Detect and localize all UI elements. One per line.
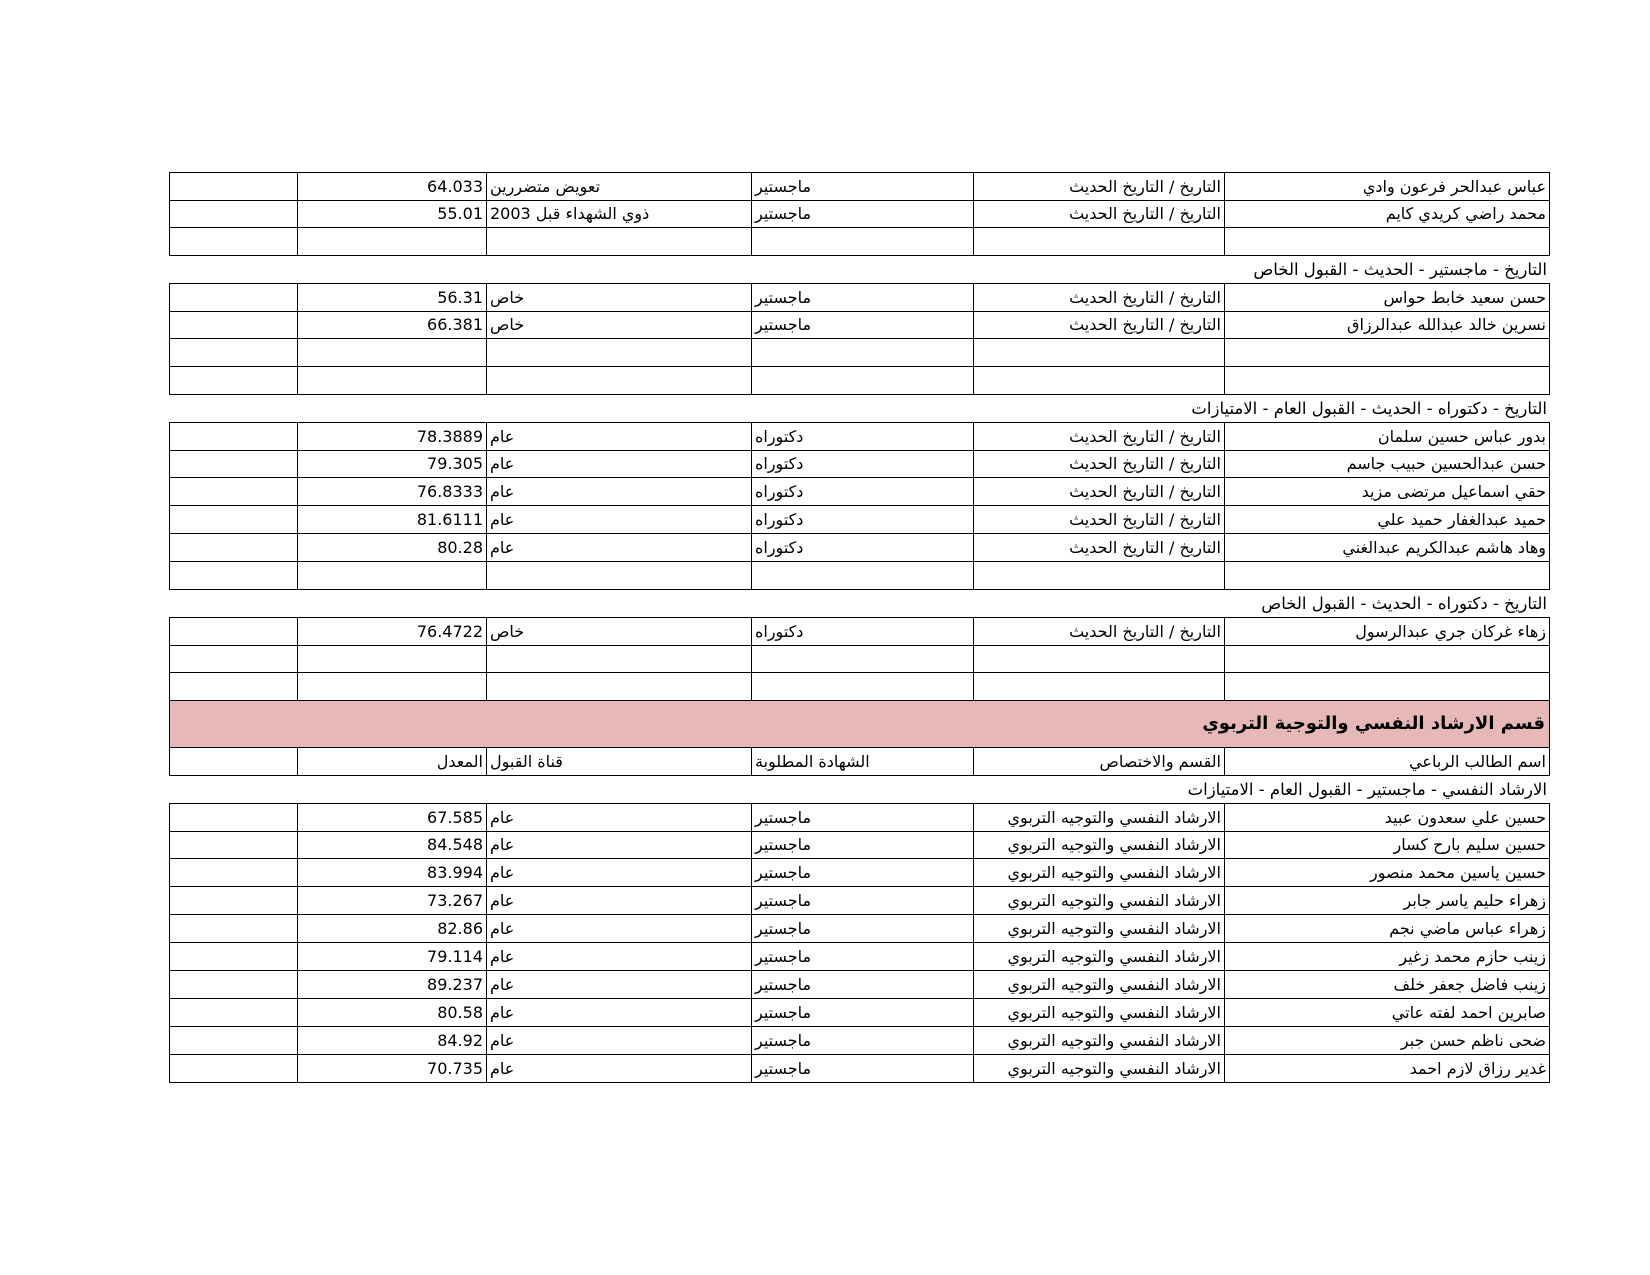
admission-channel-cell: تعويض متضررين bbox=[487, 172, 752, 201]
degree-cell: ماجستير bbox=[752, 915, 974, 943]
table-row bbox=[169, 971, 1550, 999]
table-row bbox=[169, 311, 1550, 339]
department-cell: الارشاد النفسي والتوجيه التربوي bbox=[974, 943, 1225, 971]
degree-cell: دكتوراه bbox=[752, 617, 974, 646]
student-name-cell: حسين ياسين محمد منصور bbox=[1225, 859, 1550, 887]
table-row bbox=[169, 803, 1550, 831]
department-cell: التاريخ / التاريخ الحديث bbox=[974, 311, 1225, 339]
average-cell: 83.994 bbox=[298, 859, 487, 887]
average-cell: 79.114 bbox=[298, 943, 487, 971]
average-cell: 82.86 bbox=[298, 915, 487, 943]
degree-cell bbox=[752, 339, 974, 367]
table-row bbox=[169, 283, 1550, 311]
department-cell: التاريخ / التاريخ الحديث bbox=[974, 450, 1225, 478]
degree-cell: ماجستير bbox=[752, 971, 974, 999]
empty-cell bbox=[169, 617, 298, 646]
average-cell: 80.58 bbox=[298, 999, 487, 1027]
admission-channel-cell: عام bbox=[487, 1027, 752, 1055]
student-name-cell: حميد عبدالغفار حميد علي bbox=[1225, 506, 1550, 534]
department-cell: الارشاد النفسي والتوجيه التربوي bbox=[974, 859, 1225, 887]
average-cell bbox=[298, 645, 487, 673]
empty-cell bbox=[169, 339, 298, 367]
empty-cell bbox=[169, 831, 298, 859]
table-header-row bbox=[169, 748, 1550, 776]
degree-cell: ماجستير bbox=[752, 283, 974, 312]
department-banner: قسم الارشاد النفسي والتوجية التربوي bbox=[169, 701, 1550, 748]
admission-channel-cell: عام bbox=[487, 1055, 752, 1083]
degree-cell: دكتوراه bbox=[752, 534, 974, 562]
department-cell: الارشاد النفسي والتوجيه التربوي bbox=[974, 887, 1225, 915]
average-cell bbox=[298, 367, 487, 395]
degree-cell: ماجستير bbox=[752, 831, 974, 859]
department-cell: التاريخ / التاريخ الحديث bbox=[974, 172, 1225, 201]
empty-cell bbox=[169, 506, 298, 534]
empty-cell bbox=[169, 311, 298, 339]
empty-cell bbox=[169, 859, 298, 887]
department-cell: الارشاد النفسي والتوجيه التربوي bbox=[974, 1027, 1225, 1055]
student-name-cell: زينب حازم محمد زغير bbox=[1225, 943, 1550, 971]
degree-cell: ماجستير bbox=[752, 172, 974, 201]
table-row bbox=[169, 673, 1550, 701]
admission-channel-cell: عام bbox=[487, 506, 752, 534]
table-row bbox=[169, 1055, 1550, 1083]
student-name-cell: عباس عبدالحر فرعون وادي bbox=[1225, 172, 1550, 201]
average-cell: 84.92 bbox=[298, 1027, 487, 1055]
average-cell: 56.31 bbox=[298, 283, 487, 312]
degree-cell bbox=[752, 367, 974, 395]
admission-channel-cell bbox=[487, 339, 752, 367]
average-cell: 64.033 bbox=[298, 172, 487, 201]
degree-cell bbox=[752, 562, 974, 590]
average-cell: 76.4722 bbox=[298, 617, 487, 646]
average-cell bbox=[298, 673, 487, 701]
admission-channel-cell: عام bbox=[487, 422, 752, 451]
table-row bbox=[169, 1027, 1550, 1055]
table-row bbox=[169, 200, 1550, 228]
department-cell: التاريخ / التاريخ الحديث bbox=[974, 283, 1225, 312]
degree-cell: ماجستير bbox=[752, 859, 974, 887]
empty-cell bbox=[169, 673, 298, 701]
department-cell: الارشاد النفسي والتوجيه التربوي bbox=[974, 915, 1225, 943]
average-cell: 55.01 bbox=[298, 200, 487, 228]
table-row bbox=[169, 506, 1550, 534]
department-cell: التاريخ / التاريخ الحديث bbox=[974, 422, 1225, 451]
empty-cell bbox=[169, 645, 298, 673]
table-row bbox=[169, 172, 1550, 200]
table-row bbox=[169, 887, 1550, 915]
department-cell: الارشاد النفسي والتوجيه التربوي bbox=[974, 831, 1225, 859]
table-row bbox=[169, 943, 1550, 971]
table-row bbox=[169, 450, 1550, 478]
admission-channel-cell: عام bbox=[487, 450, 752, 478]
department-cell bbox=[974, 673, 1225, 701]
department-cell: الارشاد النفسي والتوجيه التربوي bbox=[974, 1055, 1225, 1083]
department-cell bbox=[974, 367, 1225, 395]
student-name-cell: نسرين خالد عبدالله عبدالرزاق bbox=[1225, 311, 1550, 339]
column-header: اسم الطالب الرباعي bbox=[1225, 748, 1550, 776]
student-name-cell: زهراء عباس ماضي نجم bbox=[1225, 915, 1550, 943]
student-name-cell bbox=[1225, 228, 1550, 256]
admission-channel-cell: عام bbox=[487, 943, 752, 971]
column-header: القسم والاختصاص bbox=[974, 748, 1225, 776]
department-cell: الارشاد النفسي والتوجيه التربوي bbox=[974, 999, 1225, 1027]
degree-cell: ماجستير bbox=[752, 803, 974, 832]
section-heading: التاريخ - ماجستير - الحديث - القبول الخاص bbox=[1253, 260, 1547, 279]
student-name-cell: محمد راضي كريدي كايم bbox=[1225, 200, 1550, 228]
empty-cell bbox=[169, 283, 298, 312]
student-name-cell bbox=[1225, 339, 1550, 367]
empty-cell bbox=[169, 172, 298, 201]
average-cell bbox=[298, 562, 487, 590]
empty-cell bbox=[169, 228, 298, 256]
column-header bbox=[169, 748, 298, 776]
department-cell: الارشاد النفسي والتوجيه التربوي bbox=[974, 971, 1225, 999]
table-row bbox=[169, 422, 1550, 450]
student-name-cell: حسن عبدالحسين حبيب جاسم bbox=[1225, 450, 1550, 478]
average-cell: 78.3889 bbox=[298, 422, 487, 451]
average-cell: 73.267 bbox=[298, 887, 487, 915]
admission-channel-cell: عام bbox=[487, 803, 752, 832]
admission-channel-cell bbox=[487, 367, 752, 395]
degree-cell: ماجستير bbox=[752, 887, 974, 915]
student-name-cell: حقي اسماعيل مرتضى مزيد bbox=[1225, 478, 1550, 506]
table-row bbox=[169, 339, 1550, 367]
student-name-cell: حسن سعيد خابط حواس bbox=[1225, 283, 1550, 312]
column-header: المعدل bbox=[298, 748, 487, 776]
average-cell bbox=[298, 339, 487, 367]
admission-channel-cell: عام bbox=[487, 478, 752, 506]
student-name-cell bbox=[1225, 645, 1550, 673]
admission-channel-cell: خاص bbox=[487, 283, 752, 312]
empty-cell bbox=[169, 887, 298, 915]
section-heading: التاريخ - دكتوراه - الحديث - القبول الخاص bbox=[1261, 594, 1547, 613]
empty-cell bbox=[169, 915, 298, 943]
student-name-cell: ضحى ناظم حسن جبر bbox=[1225, 1027, 1550, 1055]
student-name-cell bbox=[1225, 562, 1550, 590]
empty-cell bbox=[169, 200, 298, 228]
empty-cell bbox=[169, 422, 298, 451]
department-cell: التاريخ / التاريخ الحديث bbox=[974, 200, 1225, 228]
degree-cell: ماجستير bbox=[752, 1027, 974, 1055]
degree-cell bbox=[752, 645, 974, 673]
column-header: قناة القبول bbox=[487, 748, 752, 776]
student-name-cell bbox=[1225, 367, 1550, 395]
table-row bbox=[169, 859, 1550, 887]
degree-cell: ماجستير bbox=[752, 1055, 974, 1083]
empty-cell bbox=[169, 803, 298, 832]
department-cell bbox=[974, 339, 1225, 367]
admission-channel-cell: عام bbox=[487, 915, 752, 943]
table-row bbox=[169, 562, 1550, 590]
average-cell: 76.8333 bbox=[298, 478, 487, 506]
empty-cell bbox=[169, 1027, 298, 1055]
average-cell: 66.381 bbox=[298, 311, 487, 339]
student-name-cell: بدور عباس حسين سلمان bbox=[1225, 422, 1550, 451]
admission-channel-cell bbox=[487, 645, 752, 673]
section-heading: التاريخ - دكتوراه - الحديث - القبول العام - الامتيازات bbox=[1191, 399, 1547, 418]
admission-channel-cell: عام bbox=[487, 971, 752, 999]
degree-cell: ماجستير bbox=[752, 943, 974, 971]
empty-cell bbox=[169, 534, 298, 562]
empty-cell bbox=[169, 1055, 298, 1083]
empty-cell bbox=[169, 478, 298, 506]
average-cell: 81.6111 bbox=[298, 506, 487, 534]
admission-channel-cell bbox=[487, 228, 752, 256]
admission-channel-cell: خاص bbox=[487, 617, 752, 646]
department-cell bbox=[974, 562, 1225, 590]
student-name-cell: زهاء غركان جري عبدالرسول bbox=[1225, 617, 1550, 646]
department-cell: التاريخ / التاريخ الحديث bbox=[974, 617, 1225, 646]
degree-cell: دكتوراه bbox=[752, 506, 974, 534]
table-row bbox=[169, 228, 1550, 256]
table-row bbox=[169, 617, 1550, 645]
student-name-cell: وهاد هاشم عبدالكريم عبدالغني bbox=[1225, 534, 1550, 562]
empty-cell bbox=[169, 562, 298, 590]
table-row bbox=[169, 915, 1550, 943]
admission-channel-cell: ذوي الشهداء قبل 2003 bbox=[487, 200, 752, 228]
empty-cell bbox=[169, 943, 298, 971]
empty-cell bbox=[169, 971, 298, 999]
student-name-cell: صابرين احمد لفته عاتي bbox=[1225, 999, 1550, 1027]
empty-cell bbox=[169, 999, 298, 1027]
degree-cell: دكتوراه bbox=[752, 422, 974, 451]
degree-cell: دكتوراه bbox=[752, 478, 974, 506]
degree-cell: دكتوراه bbox=[752, 450, 974, 478]
department-cell: التاريخ / التاريخ الحديث bbox=[974, 506, 1225, 534]
department-cell bbox=[974, 228, 1225, 256]
average-cell: 79.305 bbox=[298, 450, 487, 478]
empty-cell bbox=[169, 367, 298, 395]
department-cell: الارشاد النفسي والتوجيه التربوي bbox=[974, 803, 1225, 832]
table-row bbox=[169, 999, 1550, 1027]
admission-channel-cell bbox=[487, 562, 752, 590]
admission-channel-cell: عام bbox=[487, 534, 752, 562]
admission-channel-cell: عام bbox=[487, 999, 752, 1027]
table-row bbox=[169, 478, 1550, 506]
degree-cell: ماجستير bbox=[752, 200, 974, 228]
section-heading: الارشاد النفسي - ماجستير - القبول العام - الامتيازات bbox=[1187, 780, 1547, 799]
empty-cell bbox=[169, 450, 298, 478]
admission-channel-cell: عام bbox=[487, 887, 752, 915]
degree-cell bbox=[752, 228, 974, 256]
student-name-cell: زهراء حليم ياسر جابر bbox=[1225, 887, 1550, 915]
table-row bbox=[169, 367, 1550, 395]
admission-channel-cell: عام bbox=[487, 831, 752, 859]
admission-table bbox=[169, 172, 1550, 1083]
average-cell: 80.28 bbox=[298, 534, 487, 562]
average-cell: 67.585 bbox=[298, 803, 487, 832]
average-cell bbox=[298, 228, 487, 256]
student-name-cell bbox=[1225, 673, 1550, 701]
table-row bbox=[169, 534, 1550, 562]
admission-channel-cell: خاص bbox=[487, 311, 752, 339]
average-cell: 70.735 bbox=[298, 1055, 487, 1083]
student-name-cell: زينب فاضل جعفر خلف bbox=[1225, 971, 1550, 999]
student-name-cell: حسين سليم بارح كسار bbox=[1225, 831, 1550, 859]
student-name-cell: غدير رزاق لازم احمد bbox=[1225, 1055, 1550, 1083]
admission-channel-cell bbox=[487, 673, 752, 701]
department-cell: التاريخ / التاريخ الحديث bbox=[974, 534, 1225, 562]
table-row bbox=[169, 645, 1550, 673]
degree-cell: ماجستير bbox=[752, 999, 974, 1027]
degree-cell: ماجستير bbox=[752, 311, 974, 339]
department-cell bbox=[974, 645, 1225, 673]
department-cell: التاريخ / التاريخ الحديث bbox=[974, 478, 1225, 506]
column-header: الشهادة المطلوبة bbox=[752, 748, 974, 776]
average-cell: 89.237 bbox=[298, 971, 487, 999]
degree-cell bbox=[752, 673, 974, 701]
table-row bbox=[169, 831, 1550, 859]
student-name-cell: حسين علي سعدون عبيد bbox=[1225, 803, 1550, 832]
average-cell: 84.548 bbox=[298, 831, 487, 859]
admission-channel-cell: عام bbox=[487, 859, 752, 887]
